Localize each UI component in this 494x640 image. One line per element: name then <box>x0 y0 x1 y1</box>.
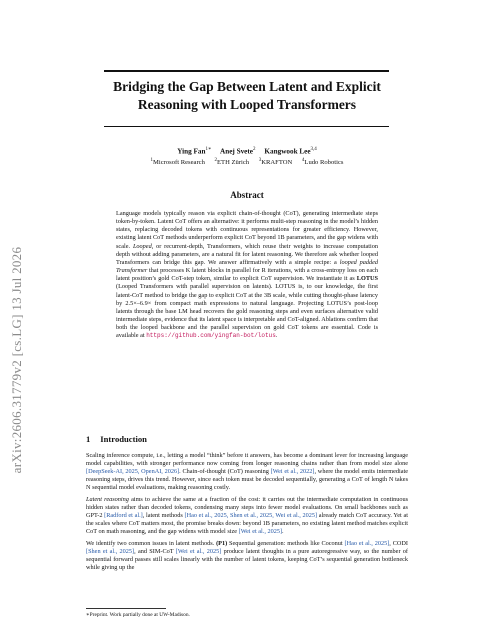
citation-link[interactable]: [Hao et al., 2025] <box>344 539 390 547</box>
citation-link[interactable]: [Wei et al., 2025] <box>238 528 283 536</box>
paper-title <box>100 78 394 114</box>
title-top-rule <box>104 70 389 72</box>
abstract-text: . <box>275 332 278 340</box>
abstract-body <box>116 210 378 341</box>
intro-text: , where the model emits intermediate reasoning steps, drives this trend. However, since each token must be decoded sequentially, generating a CoT of length N takes N sequential model evaluations, making reasoning costly. <box>86 468 409 492</box>
affiliation-mark: 4 <box>301 158 305 163</box>
intro-text: already match CoT accuracy. Yet at the scales where CoT matters most, the promise breaks down: beyond 1B parameters, no existing latent method matches explicit CoT on math reasoning, and the gap widens with model size <box>86 512 408 536</box>
title-line-1: Bridging the Gap Between Latent and Explicit <box>113 79 381 94</box>
abstract-text: that processes K latent blocks in parallel for R iterations, with a cross-entropy loss on each latent position’s gold CoT-step token, similar to explicit CoT supervision. We instantiate it as <box>116 267 378 283</box>
affiliation-name: KRAFTON <box>261 159 293 167</box>
author-name: Anej Svete <box>220 147 253 156</box>
author-mark: 1∗ <box>205 147 212 152</box>
citation-link[interactable]: [Hao et al., 2025, Shen et al., 2025, Wei et al., 2025] <box>184 512 318 520</box>
code-link[interactable]: https://github.com/yingfan-bot/lotus <box>146 332 276 340</box>
affiliation-name: Microsoft Research <box>153 159 205 167</box>
author-name: Kangwook Lee <box>264 147 311 156</box>
author-name: Ying Fan <box>177 147 206 156</box>
intro-text: , CODI <box>389 539 408 547</box>
intro-paragraph <box>86 452 408 492</box>
intro-text: , and SIM-CoT <box>134 548 176 556</box>
citation-link[interactable]: [Wei et al., 2025] <box>175 548 222 556</box>
method-name: LOTUS <box>356 275 378 283</box>
affiliation <box>215 159 250 166</box>
intro-text: aims to achieve the same at a fraction of the cost: it carries out the intermediate computation in continuous hidden states rather than decoded tokens, condensing many steps into fewer model evaluations. On small backbones such as GPT-2 <box>86 495 408 520</box>
citation-link[interactable]: [DeepSeek-AI, 2025, OpenAI, 2026] <box>86 468 180 476</box>
affiliation-name: Ludo Robotics <box>304 159 344 167</box>
intro-text: . Chain-of-thought (CoT) reasoning <box>179 468 271 476</box>
intro-text: Scaling inference compute, i.e., letting a model “think” before it answers, has become a dominant lever for increasing language model capabilities, with stronger performance now coming from longer reasoning chains rather than from model size alone <box>86 452 408 468</box>
affiliation <box>302 159 344 166</box>
citation-link[interactable]: [Shen et al., 2025] <box>86 548 135 556</box>
affiliation-mark: 2 <box>214 158 218 163</box>
title-bottom-rule <box>104 126 389 127</box>
abstract-text: Language models typically reason via explicit chain-of-thought (CoT), generating intermediate steps token-by-token. Latent CoT offers an alternative: it performs multi-step reasoning in the model’s hidden states, replacing decoded tokens with continuous representations for greater efficiency. However, existing latent CoT methods underperform explicit CoT beyond 1B parameters, and the gap widens with scale. <box>116 210 378 250</box>
affiliation-mark: 1 <box>150 158 154 163</box>
citation-link[interactable]: [Wei et al., 2022] <box>270 468 315 476</box>
intro-text: . <box>282 528 284 536</box>
footnote-rule <box>86 608 166 609</box>
abstract-text: , or recurrent-depth, Transformers, which reuse their weights to increase computation depth without adding parameters, are a natural fit for latent reasoning. We therefore ask whether looped Transformers can bridge this gap. We answer affirmatively with a simple recipe: a <box>116 242 379 266</box>
abstract-heading: Abstract <box>230 190 264 200</box>
section-number: 1 <box>86 434 91 444</box>
intro-paragraph <box>86 496 408 536</box>
intro-text: Sequential generation: methods like Coconut <box>227 539 345 547</box>
affiliation <box>151 159 205 166</box>
author-mark: 2 <box>252 147 256 152</box>
author-mark: 3,4 <box>310 147 317 152</box>
title-line-2: Reasoning with Looped Transformers <box>137 97 357 112</box>
affiliation <box>259 159 293 166</box>
footnote: ∗Preprint. Work partially done at UW-Madison. <box>86 612 190 618</box>
affiliation-list <box>60 158 434 166</box>
problem-label: (P1) <box>216 539 228 547</box>
abstract-text: (Looped Transformers with parallel supervision on latents). LOTUS is, to our knowledge, the first latent-CoT method to bridge the gap to explicit CoT at the 3B scale, while cutting thought-phase latency by 2.5×–6.9× from compact math expressions to natural language. Projecting LOTUS’s post-loop latents through the base LM head recovers the gold reasoning steps and even surfaces alternative valid intermediate steps, evidence that its latent space is interpretable and CoT-aligned. Ablations confirm that both the looped backbone and the parallel supervision on gold CoT tokens are essential. Code is available at <box>116 283 378 340</box>
intro-emphasis: Latent reasoning <box>86 495 129 503</box>
abstract-emphasis: Looped <box>132 242 152 250</box>
abstract-emphasis: looped padded Transformer <box>116 258 378 275</box>
intro-paragraph <box>86 540 408 572</box>
section-heading <box>86 434 147 444</box>
introduction-body <box>86 452 408 576</box>
author-list <box>60 146 434 155</box>
section-title: Introduction <box>100 434 147 444</box>
intro-text: produce latent thoughts in a pure autoregressive way, so the number of sequential forward passes still scales linearly with the number of latent tokens, keeping CoT’s sequential generation bottleneck while giving up the <box>86 548 409 572</box>
intro-text: We identify two common issues in latent methods. <box>86 539 217 547</box>
affiliation-name: ETH Zürich <box>217 159 250 167</box>
citation-link[interactable]: [Radford et al.] <box>104 512 143 520</box>
arxiv-identifier: arXiv:2606.31779v2 [cs.LG] 13 Jul 2026 <box>9 246 24 474</box>
intro-text: , latent methods <box>142 512 185 520</box>
affiliation-mark: 3 <box>258 158 262 163</box>
